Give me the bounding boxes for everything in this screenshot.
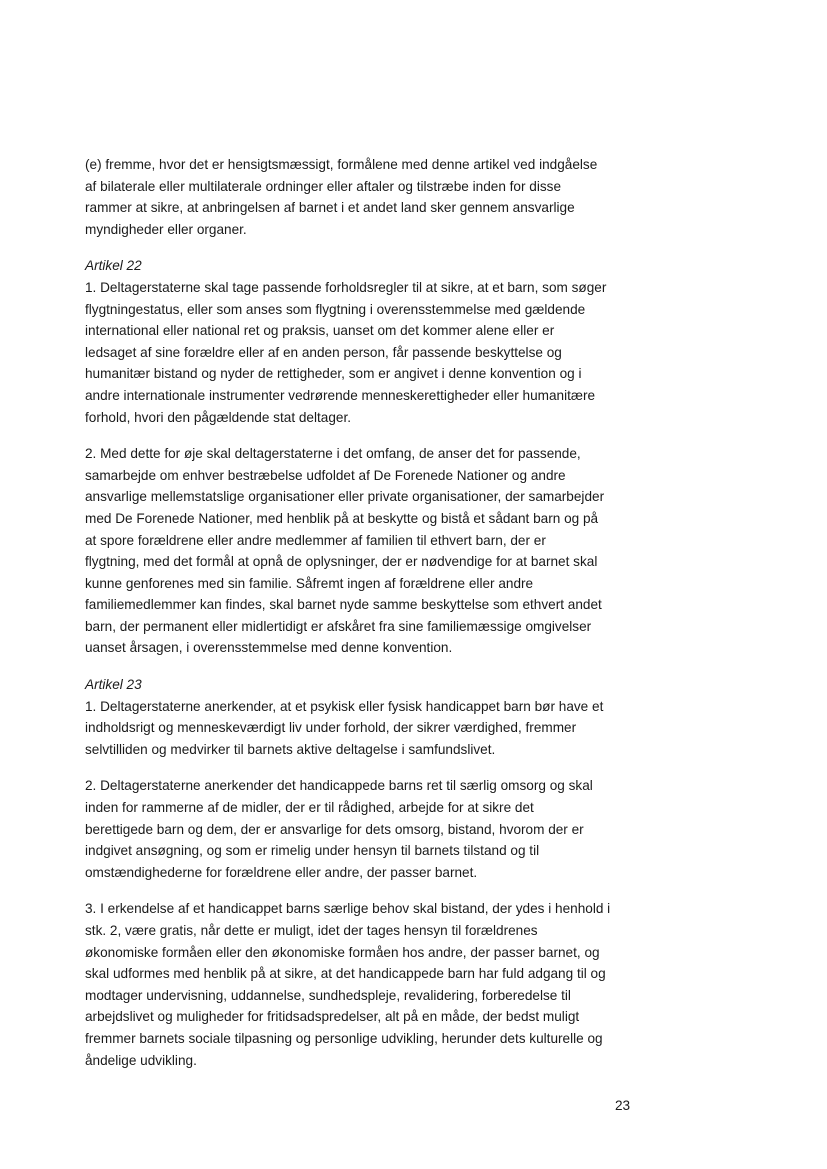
text-line: skal udformes med henblik på at sikre, at det handicappede barn har fuld adgang til og <box>85 966 606 982</box>
text-line: rammer at sikre, at anbringelsen af barnet i et andet land sker gennem ansvarlige <box>85 200 575 216</box>
article-23-paragraph-2 <box>85 775 645 883</box>
text-line: åndelige udvikling. <box>85 1052 197 1068</box>
text-line: uanset årsagen, i overensstemmelse med denne konvention. <box>85 640 453 656</box>
text-line: samarbejde om enhver bestræbelse udfoldet af De Forenede Nationer og andre <box>85 467 566 483</box>
text-line: ansvarlige mellemstatslige organisationer eller private organisationer, der samarbejder <box>85 489 605 505</box>
text-line: fremmer barnets sociale tilpasning og personlige udvikling, herunder dets kulturelle og <box>85 1030 603 1046</box>
text-line: berettigede barn og dem, der er ansvarlige for dets omsorg, bistand, hvorom der er <box>85 821 584 837</box>
article-23-heading: Artikel 23 <box>85 677 142 693</box>
text-line: 2. Med dette for øje skal deltagerstaterne i det omfang, de anser det for passende, <box>85 446 581 462</box>
text-line: familiemedlemmer kan findes, skal barnet nyde samme beskyttelse som ethvert andet <box>85 597 602 613</box>
article-22-heading: Artikel 22 <box>85 258 142 274</box>
paragraph-spacer <box>85 659 645 674</box>
text-line: modtager undervisning, uddannelse, sundhedspleje, revalidering, forberedelse til <box>85 987 571 1003</box>
text-line: selvtilliden og medvirker til barnets aktive deltagelse i samfundslivet. <box>85 741 496 757</box>
paragraph-spacer <box>85 428 645 443</box>
text-line: flygtningestatus, eller som anses som flygtning i overensstemmelse med gældende <box>85 301 586 317</box>
text-line: indgivet ansøgning, og som er rimelig under hensyn til barnets tilstand og til <box>85 843 540 859</box>
paragraph-spacer <box>85 240 645 255</box>
text-line: økonomiske formåen eller den økonomiske formåen hos andre, der passer barnet, og <box>85 944 600 960</box>
text-line: 2. Deltagerstaterne anerkender det handicappede barns ret til særlig omsorg og skal <box>85 778 593 794</box>
page-body <box>85 154 645 1071</box>
text-line: indholdsrigt og menneskeværdigt liv under forhold, der sikrer værdighed, fremmer <box>85 720 577 736</box>
text-line: andre internationale instrumenter vedrørende menneskerettigheder eller humanitære <box>85 387 596 403</box>
text-line: barn, der permanent eller midlertidigt er afskåret fra sine familiemæssige omgivelser <box>85 618 592 634</box>
text-line: at spore forældrene eller andre medlemmer af familien til ethvert barn, der er <box>85 532 546 548</box>
paragraph-spacer <box>85 883 645 898</box>
article-22-paragraph-2 <box>85 443 645 659</box>
text-line: humanitær bistand og nyder de rettigheder, som er angivet i denne konvention og i <box>85 366 582 382</box>
text-line: inden for rammerne af de midler, der er til rådighed, arbejde for at sikre det <box>85 800 534 816</box>
article-22-paragraph-1 <box>85 277 645 428</box>
text-line: 3. I erkendelse af et handicappet barns særlige behov skal bistand, der ydes i henhold i <box>85 901 611 917</box>
text-line: forhold, hvori den pågældende stat deltager. <box>85 409 352 425</box>
text-line: 1. Deltagerstaterne skal tage passende forholdsregler til at sikre, at et barn, som søger <box>85 279 607 295</box>
text-line: stk. 2, være gratis, når dette er muligt, idet der tages hensyn til forældrenes <box>85 923 538 938</box>
text-line: omstændighederne for forældrene eller andre, der passer barnet. <box>85 864 478 880</box>
text-line: af bilaterale eller multilaterale ordninger eller aftaler og tilstræbe inden for disse <box>85 178 562 194</box>
text-line: (e) fremme, hvor det er hensigtsmæssigt, formålene med denne artikel ved indgåelse <box>85 157 598 172</box>
paragraph-spacer <box>85 760 645 775</box>
text-line: kunne genforenes med sin familie. Såfremt ingen af forældrene eller andre <box>85 575 534 591</box>
article-23-paragraph-1 <box>85 696 645 761</box>
text-line: arbejdslivet og muligheder for fritidsadspredelser, alt på en måde, der bedst muligt <box>85 1009 580 1025</box>
text-line: ledsaget af sine forældre eller af en anden person, får passende beskyttelse og <box>85 344 562 360</box>
page-number: 23 <box>615 1098 631 1113</box>
text-line: flygtning, med det formål at opnå de oplysninger, der er nødvendige for at barnet skal <box>85 554 598 570</box>
paragraph-e <box>85 154 645 240</box>
article-23-paragraph-3 <box>85 898 645 1071</box>
text-line: myndigheder eller organer. <box>85 221 247 237</box>
text-line: international eller national ret og praksis, uanset om det kommer alene eller er <box>85 323 555 339</box>
text-line: 1. Deltagerstaterne anerkender, at et psykisk eller fysisk handicappet barn bør have et <box>85 698 604 714</box>
text-line: med De Forenede Nationer, med henblik på at beskytte og bistå et sådant barn og på <box>85 510 599 526</box>
